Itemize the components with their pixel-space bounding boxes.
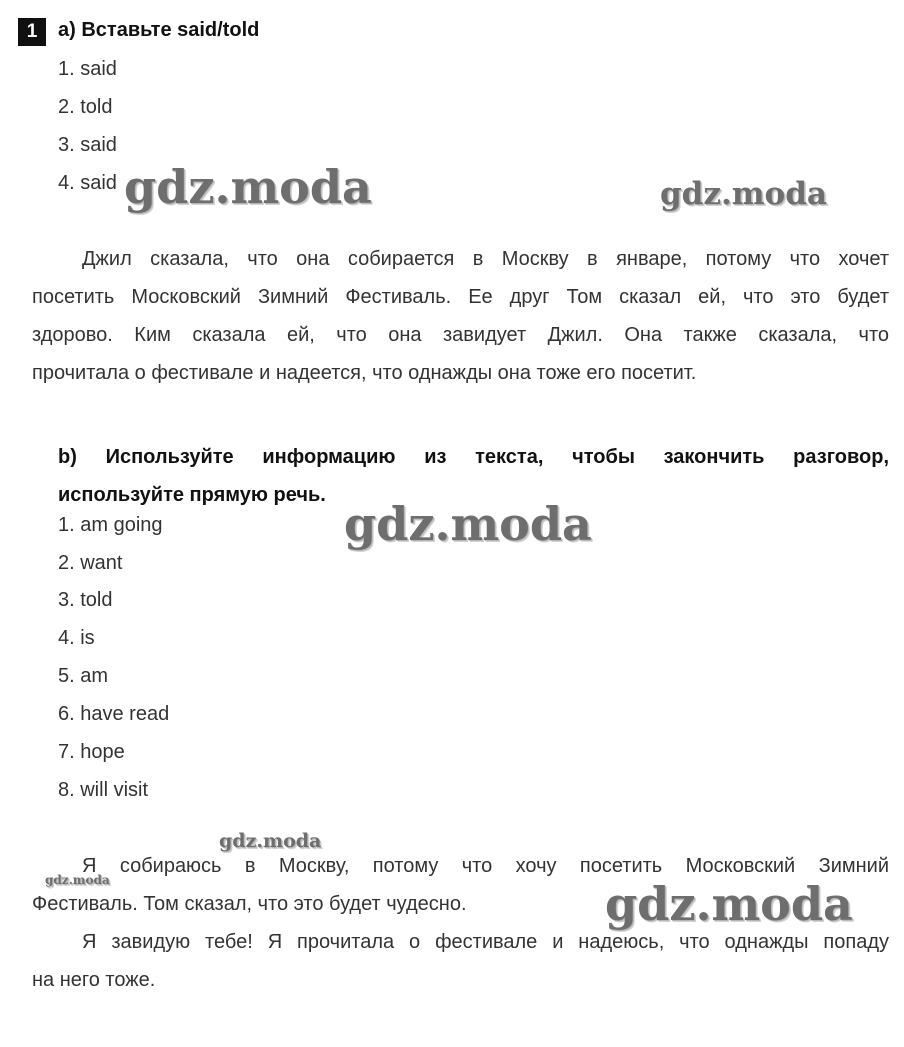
answer-item: 7. hope — [58, 741, 125, 763]
paragraph-line: прочитала о фестивале и надеется, что однажды она тоже его посетит. — [32, 362, 697, 384]
answer-item: 3. said — [58, 134, 117, 156]
section-b-paragraph-2 — [32, 923, 889, 999]
answer-item: 4. is — [58, 627, 95, 649]
section-b-heading-line1: b) Используйте информацию из текста, чтобы закончить разговор, — [58, 446, 889, 468]
paragraph-line: на него тоже. — [32, 969, 156, 991]
paragraph-line: Фестиваль. Том сказал, что это будет чудесно. — [32, 893, 467, 915]
answer-item: 5. am — [58, 665, 109, 687]
watermark: gdz.moda — [660, 176, 827, 212]
section-a-heading: a) Вставьте said/told — [58, 19, 260, 41]
answer-item: 2. told — [58, 96, 113, 118]
answer-item: 1. said — [58, 58, 117, 80]
answer-item: 8. will visit — [58, 779, 149, 801]
paragraph-line: Джил сказала, что она собирается в Москву в январе, потому что хочет — [82, 248, 889, 270]
watermark: gdz.moda — [45, 873, 110, 887]
section-a-paragraph — [32, 240, 889, 392]
paragraph-line: посетить Московский Зимний Фестиваль. Ее друг Том сказал ей, что это будет — [32, 286, 889, 308]
answer-item: 3. told — [58, 589, 113, 611]
paragraph-line: здорово. Ким сказала ей, что она завидует Джил. Она также сказала, что — [32, 324, 889, 346]
watermark: gdz.moda — [605, 877, 853, 931]
answer-item: 6. have read — [58, 703, 170, 725]
paragraph-line: Я собираюсь в Москву, потому что хочу посетить Московский Зимний — [82, 855, 889, 877]
watermark: gdz.moda — [344, 497, 592, 551]
watermark: gdz.moda — [219, 830, 322, 852]
answer-item: 1. am going — [58, 514, 163, 536]
watermark: gdz.moda — [124, 160, 372, 214]
section-b-heading-line2: используйте прямую речь. — [58, 484, 326, 506]
answer-item: 2. want — [58, 552, 123, 574]
paragraph-line: Я завидую тебе! Я прочитала о фестивале и надеюсь, что однажды попаду — [82, 931, 889, 953]
task-number-badge: 1 — [18, 18, 46, 46]
answer-item: 4. said — [58, 172, 117, 194]
